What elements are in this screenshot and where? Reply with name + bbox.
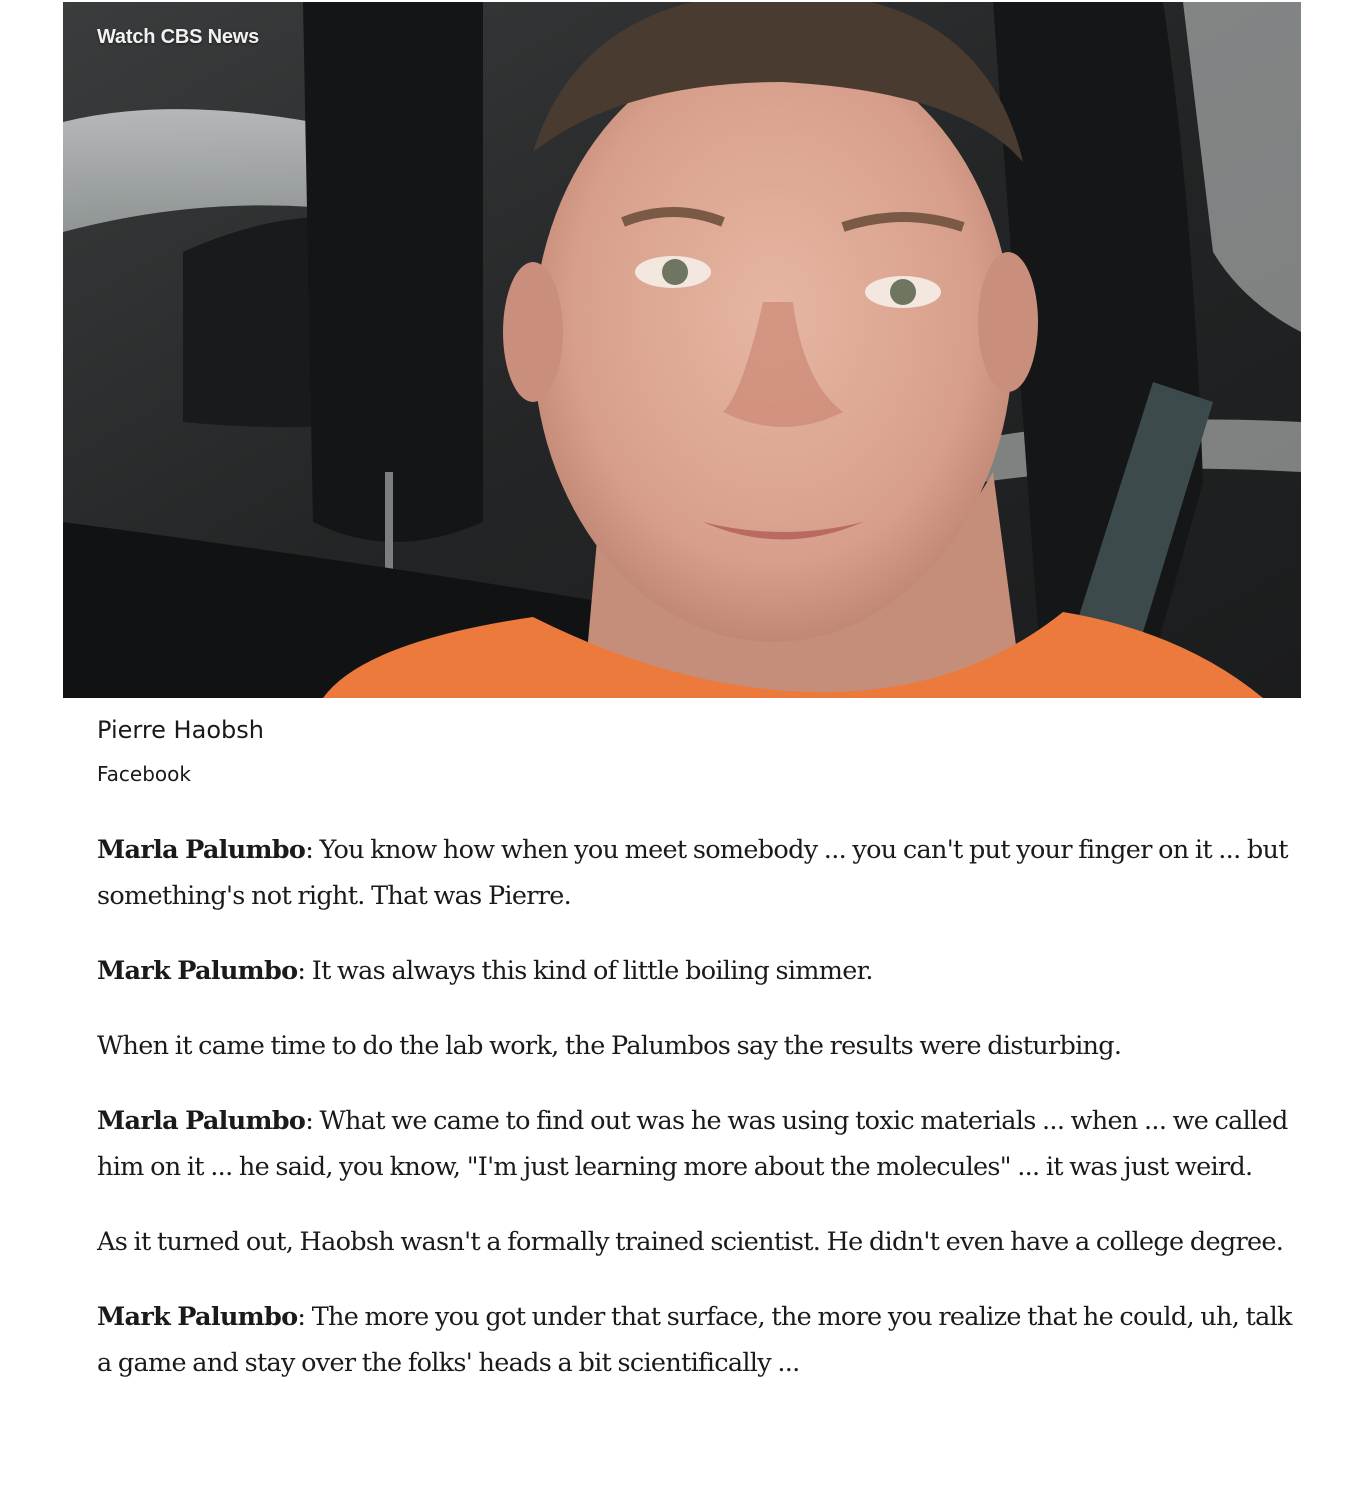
paragraph — [97, 948, 1292, 994]
paragraph — [97, 1294, 1292, 1386]
article-body — [97, 827, 1292, 1415]
watch-cbs-news-label[interactable]: Watch CBS News — [97, 26, 260, 48]
speaker-name: Mark Palumbo — [97, 956, 298, 986]
paragraph — [97, 1023, 1292, 1069]
paragraph-text: As it turned out, Haobsh wasn't a formally trained scientist. He didn't even have a college degree. — [97, 1227, 1284, 1257]
paragraph-text: You know how when you meet somebody ... you can't put your finger on it ... but something's not right. That was Pierre. — [97, 835, 1288, 911]
photo-caption-name: Pierre Haobsh — [97, 716, 264, 744]
paragraph-text: When it came time to do the lab work, the Palumbos say the results were disturbing. — [97, 1031, 1122, 1061]
speaker-separator: : — [297, 1302, 306, 1332]
paragraph-text: It was always this kind of little boiling simmer. — [305, 956, 873, 986]
speaker-separator: : — [305, 1106, 314, 1136]
speaker-name: Marla Palumbo — [97, 1106, 306, 1136]
paragraph — [97, 1219, 1292, 1265]
paragraph — [97, 1098, 1292, 1190]
news-photo[interactable] — [63, 2, 1301, 698]
speaker-name: Mark Palumbo — [97, 1302, 298, 1332]
photo-caption-credit: Facebook — [97, 762, 191, 786]
paragraph-text: The more you got under that surface, the more you realize that he could, uh, talk a game and stay over the folks' heads a bit scientifically ... — [97, 1302, 1292, 1378]
speaker-separator: : — [305, 835, 314, 865]
speaker-name: Marla Palumbo — [97, 835, 306, 865]
speaker-separator: : — [297, 956, 306, 986]
portrait-photo-icon — [63, 2, 1301, 698]
paragraph — [97, 827, 1292, 919]
paragraph-text: What we came to find out was he was using toxic materials ... when ... we called him on it ... he said, you know, "I'm just learning more about the molecules" ... it was just weird. — [97, 1106, 1288, 1182]
